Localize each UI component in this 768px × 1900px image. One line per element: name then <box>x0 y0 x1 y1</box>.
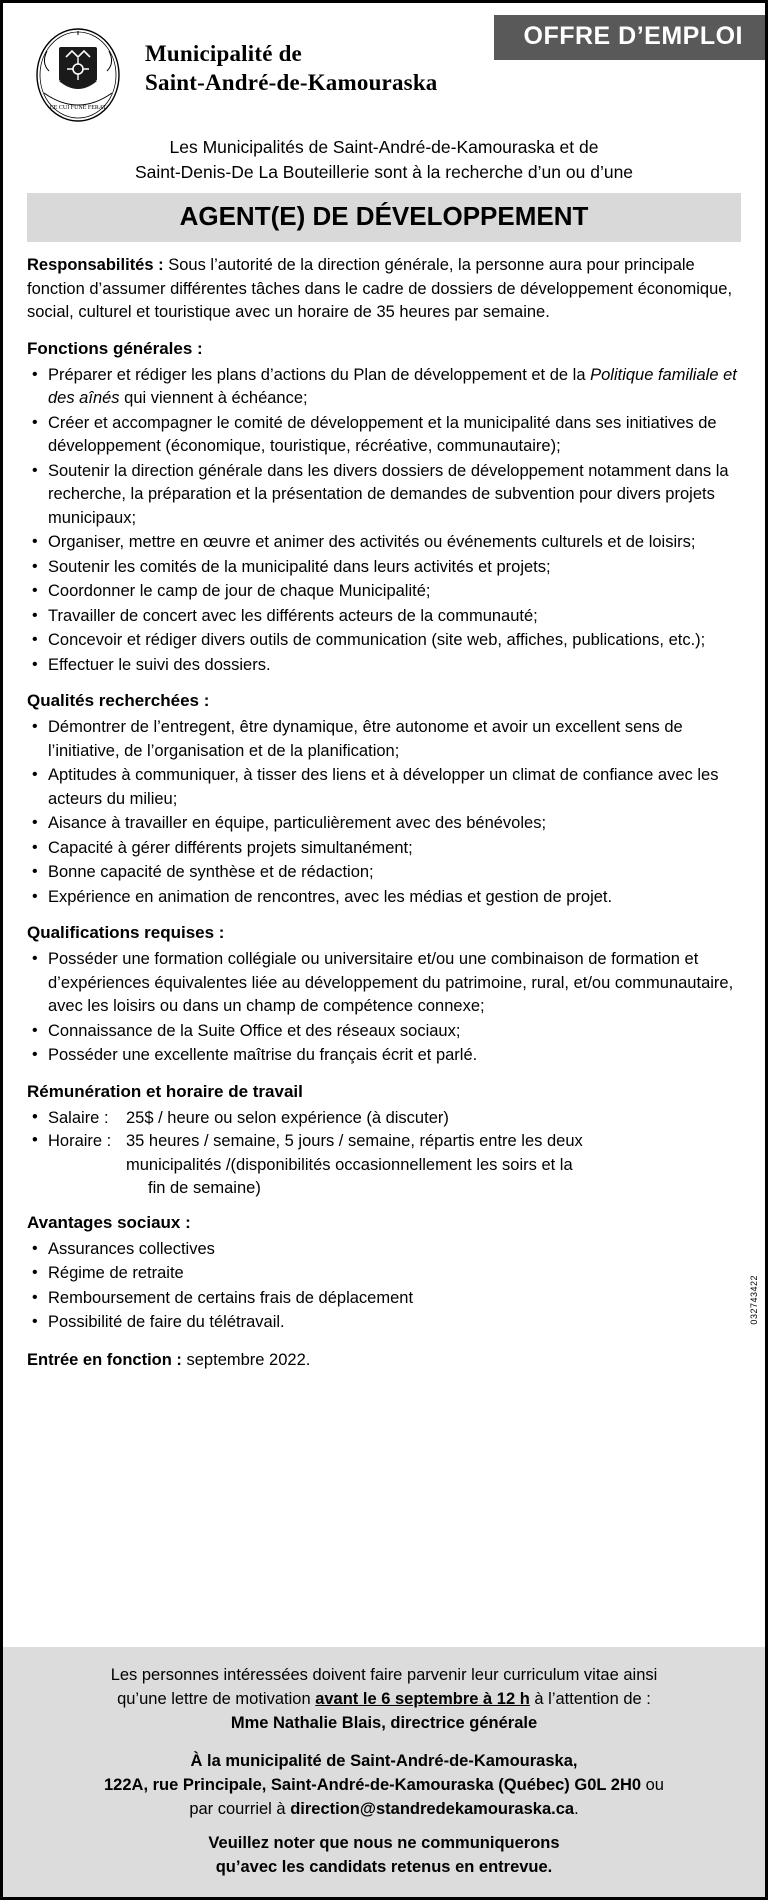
municipality-name <box>145 39 438 97</box>
list-item: • Aisance à travailler en équipe, particulièrement avec des bénévoles; <box>27 812 741 836</box>
entree-value: septembre 2022. <box>181 1350 311 1369</box>
responsabilites-paragraph <box>27 254 741 325</box>
list-item: • Connaissance de la Suite Office et des réseaux sociaux; <box>27 1020 741 1044</box>
entree-label: Entrée en fonction : <box>27 1350 182 1369</box>
list-item: • Effectuer le suivi des dossiers. <box>27 654 741 678</box>
horaire-value-line1: 35 heures / semaine, 5 jours / semaine, répartis entre les deux <box>126 1132 583 1150</box>
list-item: • Organiser, mettre en œuvre et animer des activités ou événements culturels et de loisirs; <box>27 531 741 555</box>
intro-text <box>27 135 741 185</box>
horaire-value-line3: fin de semaine) <box>148 1179 261 1197</box>
footer-line-2-post: à l’attention de : <box>529 1690 651 1708</box>
notice-line-1: Veuillez noter que nous ne communiquerons <box>208 1834 560 1852</box>
remuneration-row <box>27 1130 741 1201</box>
offer-banner: OFFRE D’EMPLOI <box>494 15 766 60</box>
fonctions-list <box>27 364 741 678</box>
remuneration-list <box>27 1107 741 1201</box>
list-item: • Travailler de concert avec les différents acteurs de la communauté; <box>27 605 741 629</box>
list-item: • Possibilité de faire du télétravail. <box>27 1311 741 1335</box>
avantages-heading: Avantages sociaux : <box>27 1212 191 1232</box>
remuneration-heading: Rémunération et horaire de travail <box>27 1081 303 1101</box>
list-item: • Expérience en animation de rencontres, avec les médias et gestion de projet. <box>27 886 741 910</box>
deadline-text: avant le 6 septembre à 12 h <box>315 1690 530 1708</box>
crest-motto: CE CUI FUNE FERAT <box>49 105 107 111</box>
entree-en-fonction <box>27 1349 741 1373</box>
email-prefix: par courriel à <box>189 1800 291 1818</box>
email-address[interactable]: direction@standredekamouraska.ca <box>290 1800 575 1818</box>
fonctions-item-0-pre: Préparer et rédiger les plans d’actions du Plan de développement et de la <box>48 365 591 384</box>
address-line-2 <box>43 1773 725 1797</box>
remuneration-row <box>27 1107 741 1131</box>
horaire-value <box>126 1130 646 1201</box>
list-item: • Concevoir et rédiger divers outils de communication (site web, affiches, publications, etc.); <box>27 629 741 653</box>
list-item: • Régime de retraite <box>27 1262 741 1286</box>
list-item: • Soutenir la direction générale dans les divers dossiers de développement notamment dans la recherche, la préparation et la présentation de demandes de subvention pour divers projets municipaux; <box>27 460 741 531</box>
fonctions-item-0-post: qui viennent à échéance; <box>119 389 308 407</box>
footer-line-2-pre: qu’une lettre de motivation <box>117 1690 316 1708</box>
horaire-label: Horaire : <box>48 1132 112 1150</box>
list-item: • Créer et accompagner le comité de développement et la municipalité dans ses initiatives de développement (économique, touristique, récréative, communautaire); <box>27 412 741 459</box>
job-title: AGENT(E) DE DÉVELOPPEMENT <box>27 193 741 242</box>
list-item: • Remboursement de certains frais de déplacement <box>27 1287 741 1311</box>
fonctions-heading: Fonctions générales : <box>27 338 203 358</box>
qualifications-heading: Qualifications requises : <box>27 923 225 942</box>
horaire-value-line2: municipalités /(disponibilités occasionnellement les soirs et la <box>126 1155 573 1174</box>
list-item: • Capacité à gérer différents projets simultanément; <box>27 837 741 861</box>
intro-line-1: Les Municipalités de Saint-André-de-Kamouraska et de <box>169 137 599 157</box>
municipality-name-line2: Saint-André-de-Kamouraska <box>145 70 438 95</box>
address-line-1: À la municipalité de Saint-André-de-Kamouraska, <box>190 1752 578 1770</box>
list-item: • Coordonner le camp de jour de chaque Municipalité; <box>27 580 741 604</box>
intro-line-2: Saint-Denis-De La Bouteillerie sont à la recherche d’un ou d’une <box>134 162 634 182</box>
list-item <box>27 364 741 411</box>
content-area <box>3 3 765 1372</box>
footer-line-1: Les personnes intéressées doivent faire parvenir leur curriculum vitae ainsi <box>110 1666 658 1684</box>
qualifications-list <box>27 948 741 1068</box>
responsabilites-label: Responsabilités : <box>27 256 164 274</box>
qualites-list <box>27 716 741 909</box>
salaire-label: Salaire : <box>48 1108 109 1127</box>
header <box>27 13 741 133</box>
list-item: • Posséder une formation collégiale ou universitaire et/ou une combinaison de formation et d’expériences équivalentes liée au développement du patrimoine, rural, et/ou communautaire, avec les loisirs ou dans un champ de compétence connexe; <box>27 948 741 1019</box>
footer-line-2 <box>43 1687 725 1711</box>
responsabilites-text: Sous l’autorité de la direction générale, la personne aura pour principale fonction d’assumer différentes tâches dans le cadre de dossiers de développement économique, social, culturel et touristique avec un horaire de 35 heures par semaine. <box>27 256 733 321</box>
list-item: • Aptitudes à communiquer, à tisser des liens et à développer un climat de confiance avec les acteurs du milieu; <box>27 764 741 811</box>
coat-of-arms-icon <box>35 21 121 123</box>
list-item: • Soutenir les comités de la municipalité dans leurs activités et projets; <box>27 556 741 580</box>
list-item: • Assurances collectives <box>27 1238 741 1262</box>
footer-contact-block <box>3 1647 765 1897</box>
contact-person: Mme Nathalie Blais, directrice générale <box>230 1714 538 1732</box>
fonctions-item-0-italic: Politique familiale et des aînés <box>48 365 737 407</box>
address-suffix: ou <box>641 1776 664 1794</box>
municipality-name-line1: Municipalité de <box>145 41 302 66</box>
notice-line-2: qu’avec les candidats retenus en entrevue. <box>215 1858 553 1876</box>
list-item: • Posséder une excellente maîtrise du français écrit et parlé. <box>27 1044 741 1068</box>
reference-code: 032743422 <box>749 1275 759 1325</box>
avantages-list <box>27 1238 741 1335</box>
qualites-heading: Qualités recherchées : <box>27 691 210 710</box>
email-line <box>43 1797 725 1821</box>
salaire-value: 25$ / heure ou selon expérience (à discuter) <box>126 1108 449 1127</box>
email-suffix: . <box>574 1800 579 1818</box>
list-item: • Bonne capacité de synthèse et de rédaction; <box>27 861 741 885</box>
list-item: • Démontrer de l’entregent, être dynamique, être autonome et avoir un excellent sens de l’initiative, de l’organisation et de la planification; <box>27 716 741 763</box>
address-text: 122A, rue Principale, Saint-André-de-Kamouraska (Québec) G0L 2H0 <box>104 1776 642 1794</box>
